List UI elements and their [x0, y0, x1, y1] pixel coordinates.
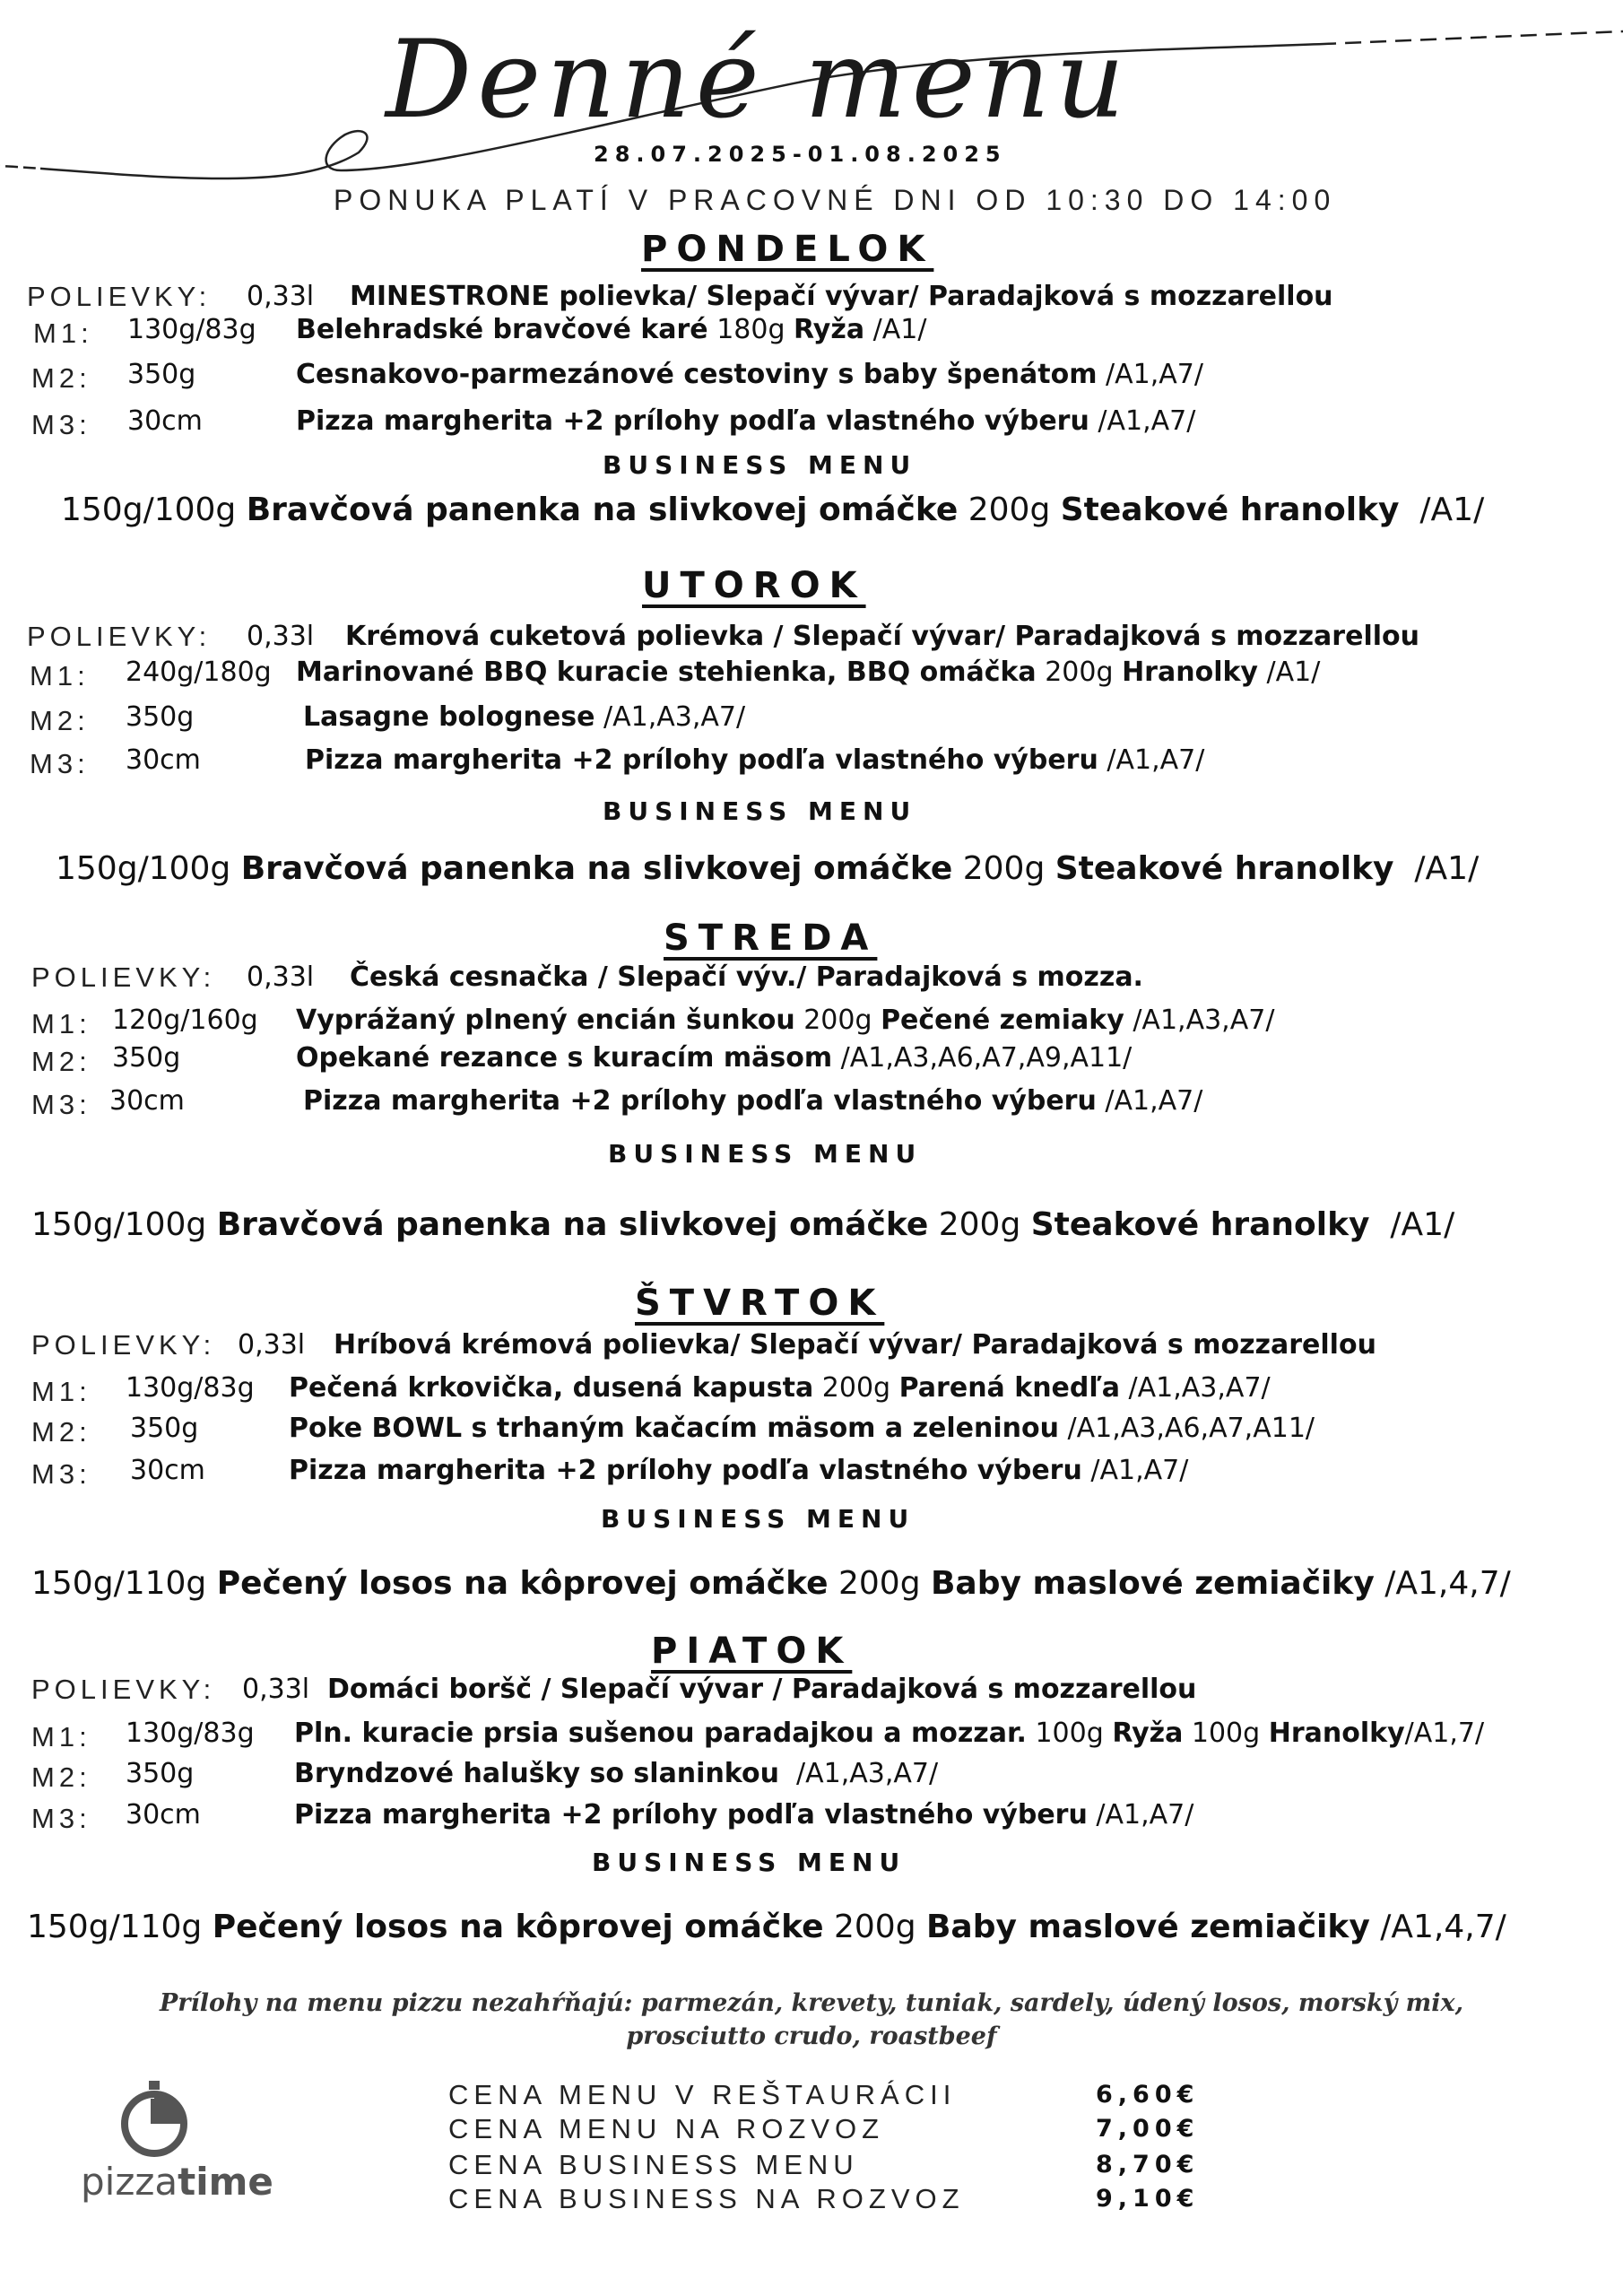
menu-item-text-part: Ryža — [794, 314, 865, 345]
menu-item-description — [289, 1413, 1315, 1444]
menu-item-label: M3: — [31, 1089, 91, 1120]
menu-item-text-part: Belehradské bravčové karé — [296, 314, 708, 345]
menu-item-weight: 30cm — [127, 405, 203, 437]
menu-item-description — [294, 1799, 1193, 1831]
business-menu-text-part: 150g/100g — [31, 1206, 217, 1243]
menu-item-description — [294, 1758, 938, 1789]
business-menu-line — [31, 1206, 1454, 1243]
business-menu-heading: BUSINESS MENU — [592, 1848, 907, 1877]
business-menu-text-part: /A1,4,7/ — [1374, 1565, 1511, 1602]
menu-item-description — [294, 1718, 1484, 1749]
business-menu-text-part: 200g — [952, 850, 1055, 887]
business-menu-text-part: /A1/ — [1393, 850, 1480, 887]
soup-label: POLIEVKY: — [31, 1329, 216, 1361]
day-heading-utorok: UTOROK — [642, 565, 866, 606]
menu-item-description — [303, 1085, 1202, 1117]
pizza-extras-note-line2: prosciutto crudo, roastbeef — [626, 2022, 997, 2050]
menu-item-text-part: Poke BOWL s trhaným kačacím mäsom a zeleninou — [289, 1413, 1059, 1444]
business-menu-text-part: 150g/100g — [56, 850, 241, 887]
menu-item-weight: 120g/160g — [112, 1004, 258, 1036]
menu-item-text-part: Hranolky — [1122, 657, 1258, 688]
stopwatch-icon — [118, 2079, 190, 2160]
price-value: 7,00€ — [1096, 2115, 1200, 2143]
menu-item-description — [296, 359, 1203, 390]
menu-item-weight: 350g — [130, 1413, 199, 1444]
soup-text: MINESTRONE polievka/ Slepačí vývar/ Paradajková s mozzarellou — [350, 281, 1333, 312]
menu-item-text-part: Ryža — [1112, 1718, 1184, 1749]
menu-item-text-part: /A1,A7/ — [1098, 744, 1205, 776]
menu-item-label: M2: — [31, 1416, 91, 1448]
soup-quantity: 0,33l — [247, 621, 315, 652]
menu-item-label: M3: — [31, 1458, 91, 1490]
menu-item-text-part: Cesnakovo-parmezánové cestoviny s baby špenátom — [296, 359, 1098, 390]
menu-item-label: M2: — [31, 1761, 91, 1793]
menu-item-text-part: /A1/ — [1257, 657, 1321, 688]
soup-text: Domáci boršč / Slepačí vývar / Paradajková s mozzarellou — [327, 1674, 1197, 1705]
business-menu-text-part: 150g/110g — [31, 1565, 217, 1602]
menu-item-text-part: 180g — [707, 314, 794, 345]
menu-item-weight: 30cm — [109, 1085, 185, 1117]
menu-item-label: M3: — [31, 1803, 91, 1834]
menu-item-weight: 350g — [127, 359, 196, 390]
business-menu-text-part: Steakové hranolky — [1030, 1206, 1370, 1243]
validity-note: PONUKA PLATÍ V PRACOVNÉ DNI OD 10:30 DO 14:00 — [334, 184, 1337, 216]
menu-item-weight: 30cm — [130, 1455, 205, 1486]
menu-item-description — [296, 405, 1195, 437]
menu-item-text-part: 200g — [1036, 657, 1123, 688]
price-label: CENA MENU V REŠTAURÁCII — [448, 2079, 957, 2110]
menu-item-weight: 350g — [126, 701, 195, 733]
soup-quantity: 0,33l — [242, 1674, 310, 1705]
menu-item-text-part: Pečená krkovička, dusená kapusta — [289, 1372, 814, 1404]
day-heading-štvrtok: ŠTVRTOK — [635, 1283, 885, 1324]
menu-item-description — [296, 1042, 1132, 1074]
brand-logo — [81, 2160, 273, 2204]
menu-item-description — [296, 314, 926, 345]
menu-item-text-part: /A1,7/ — [1404, 1718, 1485, 1749]
menu-item-label: M1: — [31, 1008, 91, 1039]
price-label: CENA BUSINESS NA ROZVOZ — [448, 2183, 965, 2214]
menu-item-text-part: Marinované BBQ kuracie stehienka, BBQ omáčka — [296, 657, 1037, 688]
menu-item-label: M2: — [31, 1046, 91, 1077]
soup-label: POLIEVKY: — [27, 621, 212, 652]
menu-item-text-part: 100g — [1183, 1718, 1269, 1749]
soup-quantity: 0,33l — [247, 961, 315, 993]
soup-text: Česká cesnačka / Slepačí výv./ Paradajková s mozza. — [350, 961, 1143, 993]
business-menu-text-part: /A1/ — [1399, 491, 1485, 528]
menu-item-description — [305, 744, 1204, 776]
menu-item-text-part: Pizza margherita +2 prílohy podľa vlastného výberu — [303, 1085, 1097, 1117]
menu-item-text-part: /A1/ — [864, 314, 927, 345]
menu-item-weight: 240g/180g — [126, 657, 272, 688]
menu-item-label: M1: — [31, 1721, 91, 1752]
menu-item-text-part: Pln. kuracie prsia sušenou paradajkou a mozzar. — [294, 1718, 1027, 1749]
soup-quantity: 0,33l — [247, 281, 315, 312]
menu-item-weight: 130g/83g — [126, 1372, 255, 1404]
menu-item-weight: 30cm — [126, 744, 201, 776]
menu-item-label: M3: — [30, 748, 90, 779]
menu-item-label: M3: — [31, 409, 91, 440]
menu-item-text-part: Vyprážaný plnený encián šunkou — [296, 1004, 795, 1036]
menu-item-weight: 130g/83g — [126, 1718, 255, 1749]
day-heading-streda: STREDA — [664, 918, 878, 959]
price-value: 8,70€ — [1096, 2151, 1200, 2179]
business-menu-text-part: 150g/110g — [27, 1909, 213, 1945]
menu-item-text-part: Opekané rezance s kuracím mäsom — [296, 1042, 833, 1074]
menu-item-text-part: Bryndzové halušky so slaninkou — [294, 1758, 779, 1789]
business-menu-text-part: 150g/100g — [61, 491, 247, 528]
business-menu-line — [61, 491, 1484, 528]
menu-item-weight: 350g — [126, 1758, 195, 1789]
menu-item-label: M1: — [33, 317, 93, 349]
menu-item-text-part: /A1,A7/ — [1081, 1455, 1189, 1486]
menu-item-text-part: Parená knedľa — [898, 1372, 1120, 1404]
date-range: 28.07.2025-01.08.2025 — [594, 142, 1007, 167]
menu-item-text-part: Pizza margherita +2 prílohy podľa vlastného výberu — [305, 744, 1098, 776]
menu-item-description — [303, 701, 745, 733]
business-menu-text-part: Bravčová panenka na slivkovej omáčke — [246, 491, 959, 528]
menu-item-description — [296, 1004, 1274, 1036]
menu-item-text-part: /A1,A3,A7/ — [778, 1758, 939, 1789]
business-menu-text-part: 200g — [828, 1565, 931, 1602]
menu-item-text-part: Hranolky — [1268, 1718, 1405, 1749]
business-menu-line — [31, 1565, 1511, 1602]
menu-item-text-part: Lasagne bolognese — [303, 701, 595, 733]
brand-logo-part-b: time — [178, 2160, 273, 2204]
menu-item-text-part: /A1,A3,A6,A7,A11/ — [1058, 1413, 1315, 1444]
pizza-extras-note-line1: Prílohy na menu pizzu nezahŕňajú: parmezán, krevety, tuniak, sardely, údený losos, morský mix, — [159, 1989, 1463, 2017]
soup-label: POLIEVKY: — [31, 1674, 216, 1705]
menu-item-text-part: /A1,A3,A7/ — [1124, 1004, 1275, 1036]
business-menu-text-part: Pečený losos na kôprovej omáčke — [212, 1909, 824, 1945]
business-menu-text-part: 200g — [958, 491, 1061, 528]
business-menu-heading: BUSINESS MENU — [603, 796, 917, 826]
soup-quantity: 0,33l — [238, 1329, 306, 1361]
menu-item-text-part: Pizza margherita +2 prílohy podľa vlastného výberu — [294, 1799, 1088, 1831]
business-menu-line — [56, 850, 1479, 887]
menu-item-weight: 30cm — [126, 1799, 201, 1831]
business-menu-heading: BUSINESS MENU — [601, 1504, 916, 1534]
menu-item-text-part: 200g — [813, 1372, 899, 1404]
business-menu-text-part: Pečený losos na kôprovej omáčke — [216, 1565, 829, 1602]
price-value: 9,10€ — [1096, 2185, 1200, 2213]
menu-item-text-part: 200g — [794, 1004, 881, 1036]
business-menu-text-part: /A1/ — [1369, 1206, 1455, 1243]
menu-item-label: M2: — [30, 705, 90, 736]
price-label: CENA MENU NA ROZVOZ — [448, 2113, 885, 2144]
price-label: CENA BUSINESS MENU — [448, 2149, 859, 2180]
soup-label: POLIEVKY: — [31, 961, 216, 993]
menu-item-label: M1: — [30, 660, 90, 691]
menu-item-text-part: Pečené zemiaky — [881, 1004, 1124, 1036]
menu-item-text-part: Pizza margherita +2 prílohy podľa vlastného výberu — [296, 405, 1089, 437]
menu-item-text-part: /A1,A3,A6,A7,A9,A11/ — [832, 1042, 1133, 1074]
business-menu-heading: BUSINESS MENU — [603, 450, 917, 480]
business-menu-text-part: Baby maslové zemiačiky — [925, 1909, 1370, 1945]
menu-item-text-part: /A1,A3,A7/ — [595, 701, 746, 733]
menu-item-weight: 350g — [112, 1042, 181, 1074]
soup-label: POLIEVKY: — [27, 281, 212, 312]
day-heading-piatok: PIATOK — [651, 1631, 853, 1672]
price-value: 6,60€ — [1096, 2081, 1200, 2109]
business-menu-text-part: Steakové hranolky — [1055, 850, 1394, 887]
business-menu-text-part: Bravčová panenka na slivkovej omáčke — [216, 1206, 929, 1243]
business-menu-text-part: 200g — [823, 1909, 926, 1945]
brand-logo-part-a: pizza — [81, 2160, 178, 2204]
menu-item-text-part: 100g — [1026, 1718, 1113, 1749]
menu-item-text-part: /A1,A7/ — [1096, 1085, 1203, 1117]
page-title: Denné menu — [386, 18, 1131, 143]
menu-item-text-part: /A1,A7/ — [1087, 1799, 1194, 1831]
menu-item-label: M2: — [31, 362, 91, 394]
menu-item-text-part: /A1,A7/ — [1097, 359, 1203, 390]
menu-item-text-part: Pizza margherita +2 prílohy podľa vlastného výberu — [289, 1455, 1082, 1486]
business-menu-text-part: Bravčová panenka na slivkovej omáčke — [240, 850, 953, 887]
soup-text: Krémová cuketová polievka / Slepačí vývar/ Paradajková s mozzarellou — [345, 621, 1419, 652]
business-menu-text-part: 200g — [928, 1206, 1031, 1243]
business-menu-text-part: Steakové hranolky — [1060, 491, 1400, 528]
business-menu-text-part: Baby maslové zemiačiky — [930, 1565, 1375, 1602]
menu-item-description — [289, 1372, 1271, 1404]
menu-item-weight: 130g/83g — [127, 314, 256, 345]
menu-item-description — [296, 657, 1320, 688]
soup-text: Hríbová krémová polievka/ Slepačí vývar/ Paradajková s mozzarellou — [334, 1329, 1376, 1361]
day-heading-pondelok: PONDELOK — [641, 229, 934, 270]
business-menu-line — [27, 1909, 1506, 1945]
menu-item-text-part: /A1,A3,A7/ — [1120, 1372, 1271, 1404]
menu-item-text-part: /A1,A7/ — [1089, 405, 1196, 437]
business-menu-text-part: /A1,4,7/ — [1369, 1909, 1506, 1945]
menu-item-description — [289, 1455, 1188, 1486]
business-menu-heading: BUSINESS MENU — [608, 1139, 923, 1169]
menu-item-label: M1: — [31, 1376, 91, 1407]
